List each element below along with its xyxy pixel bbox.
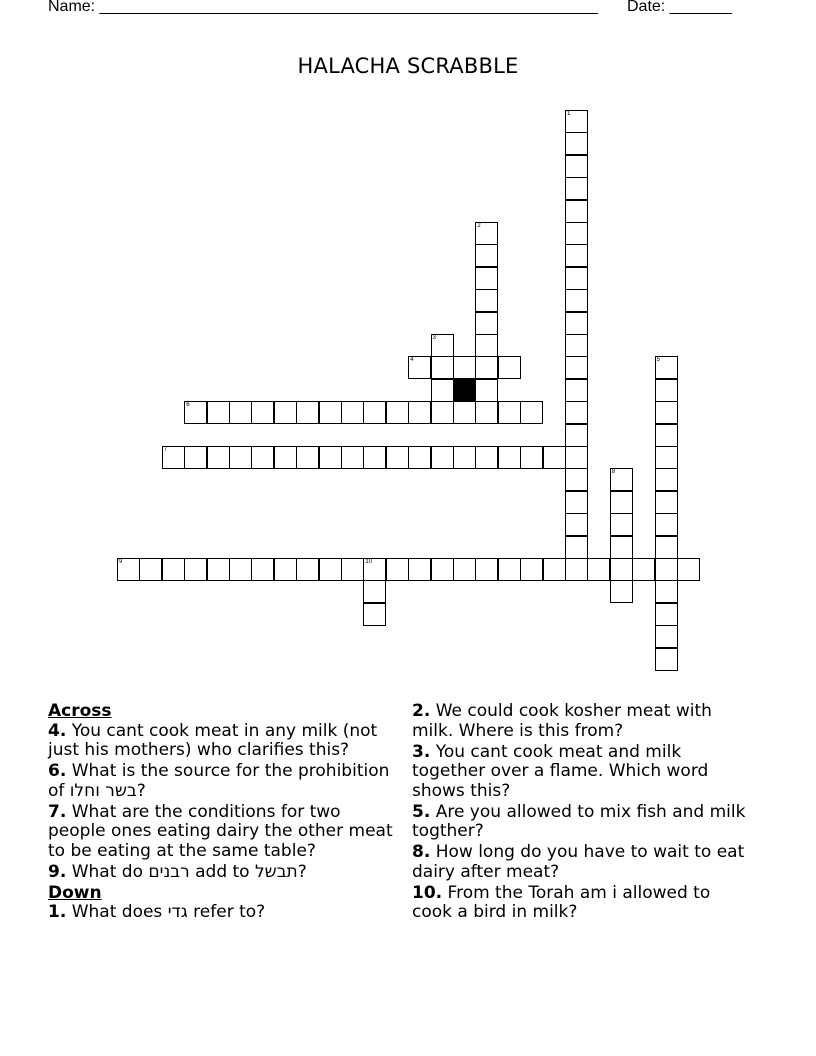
- grid-cell[interactable]: [475, 401, 498, 424]
- grid-cell[interactable]: [565, 312, 588, 335]
- grid-cell[interactable]: [453, 558, 476, 581]
- cell-number: 4: [410, 357, 414, 364]
- grid-cell[interactable]: [610, 491, 633, 514]
- grid-cell[interactable]: [565, 446, 588, 469]
- grid-cell[interactable]: [610, 580, 633, 603]
- grid-cell[interactable]: [431, 446, 454, 469]
- cell-number: 6: [186, 402, 190, 409]
- grid-cell[interactable]: [565, 536, 588, 559]
- page-title: HALACHA SCRABBLE: [297, 54, 519, 78]
- grid-cell[interactable]: [498, 356, 521, 379]
- clue-text: What do רבנים add to תבשל?: [71, 861, 307, 882]
- grid-cell[interactable]: [565, 468, 588, 491]
- cell-number: 8: [611, 469, 616, 476]
- grid-cell[interactable]: [498, 558, 521, 581]
- grid-cell[interactable]: [475, 244, 498, 267]
- clue-down-5: [412, 803, 752, 842]
- grid-cell[interactable]: [565, 379, 588, 402]
- grid-cell[interactable]: [431, 356, 454, 379]
- grid-cell[interactable]: [610, 513, 633, 536]
- grid-cell[interactable]: [610, 558, 633, 581]
- grid-cell[interactable]: [475, 267, 498, 290]
- grid-cell[interactable]: [475, 222, 498, 245]
- grid-cell[interactable]: [386, 446, 409, 469]
- grid-cell[interactable]: [431, 401, 454, 424]
- grid-cell[interactable]: [207, 446, 230, 469]
- grid-cell[interactable]: [408, 401, 431, 424]
- grid-cell[interactable]: [229, 558, 252, 581]
- grid-cell[interactable]: [655, 536, 678, 559]
- clue-text: What is the source for the prohibition of בשר וחלו?: [48, 761, 390, 801]
- grid-cell[interactable]: [363, 558, 386, 581]
- clue-number: 10.: [412, 882, 443, 903]
- grid-cell[interactable]: [565, 177, 588, 200]
- grid-cell[interactable]: [229, 446, 252, 469]
- grid-cell[interactable]: [117, 558, 140, 581]
- grid-cell[interactable]: [274, 446, 297, 469]
- grid-cell[interactable]: [565, 334, 588, 357]
- clue-text: How long do you have to wait to eat dairy after meat?: [412, 842, 745, 882]
- grid-cell[interactable]: [475, 356, 498, 379]
- grid-cell[interactable]: [319, 558, 342, 581]
- clue-text: What are the conditions for two people ones eating dairy the other meat to be eating at the same table?: [48, 801, 393, 861]
- clue-across-6: [48, 762, 393, 801]
- clue-text: Are you allowed to mix fish and milk togther?: [412, 801, 746, 841]
- clue-across-7: [48, 803, 393, 862]
- grid-cell[interactable]: [184, 401, 207, 424]
- grid-cell[interactable]: [363, 580, 386, 603]
- grid-cell[interactable]: [655, 446, 678, 469]
- grid-cell[interactable]: [251, 401, 274, 424]
- grid-cell[interactable]: [565, 491, 588, 514]
- grid-cell[interactable]: [251, 558, 274, 581]
- grid-cell[interactable]: [296, 446, 319, 469]
- grid-cell[interactable]: [408, 558, 431, 581]
- grid-cell[interactable]: [363, 401, 386, 424]
- grid-cell[interactable]: [475, 558, 498, 581]
- grid-cell[interactable]: [453, 446, 476, 469]
- grid-cell[interactable]: [319, 446, 342, 469]
- grid-cell[interactable]: [610, 536, 633, 559]
- grid-cell[interactable]: [475, 312, 498, 335]
- cell-number: 3: [432, 335, 436, 341]
- grid-cell[interactable]: [363, 446, 386, 469]
- grid-cell[interactable]: [207, 558, 230, 581]
- grid-cell[interactable]: [565, 155, 588, 178]
- grid-cell[interactable]: [655, 401, 678, 424]
- grid-cell[interactable]: [341, 446, 364, 469]
- grid-cell[interactable]: [408, 446, 431, 469]
- grid-cell[interactable]: [296, 401, 319, 424]
- clue-number: 9.: [48, 861, 67, 882]
- grid-cell[interactable]: [655, 491, 678, 514]
- clue-text: You cant cook meat and milk together over a flame. Which word shows this?: [412, 741, 709, 801]
- grid-cell[interactable]: [386, 401, 409, 424]
- grid-cell[interactable]: [655, 513, 678, 536]
- clue-text: From the Torah am i allowed to cook a bird in milk?: [412, 882, 711, 922]
- grid-cell[interactable]: [632, 558, 655, 581]
- grid-cell[interactable]: [162, 446, 185, 469]
- grid-cell[interactable]: [610, 468, 633, 491]
- grid-cell[interactable]: [520, 401, 543, 424]
- grid-cell[interactable]: [655, 603, 678, 626]
- grid-cell[interactable]: [565, 244, 588, 267]
- clue-number: 3.: [412, 741, 431, 762]
- cell-number: 7: [163, 447, 168, 453]
- name-field[interactable]: Name: ________________________________________________________: [48, 0, 598, 15]
- grid-cell[interactable]: [162, 558, 185, 581]
- grid-cell[interactable]: [565, 424, 588, 447]
- clue-down-1: [48, 903, 393, 923]
- clues-left-column: [48, 702, 393, 924]
- cell-number: 10: [365, 559, 373, 565]
- grid-cell[interactable]: [274, 558, 297, 581]
- grid-cell[interactable]: [565, 289, 588, 312]
- grid-cell[interactable]: [207, 401, 230, 424]
- grid-cell[interactable]: [251, 446, 274, 469]
- grid-cell[interactable]: [319, 401, 342, 424]
- grid-cell[interactable]: [520, 446, 543, 469]
- grid-cell[interactable]: [453, 356, 476, 379]
- grid-cell[interactable]: [498, 446, 521, 469]
- clue-number: 7.: [48, 801, 67, 822]
- clue-text: We could cook kosher meat with milk. Where is this from?: [412, 701, 712, 741]
- clue-down-8: [412, 843, 752, 882]
- cell-number: 2: [477, 223, 481, 229]
- grid-cell[interactable]: [363, 603, 386, 626]
- grid-cell[interactable]: [475, 446, 498, 469]
- grid-cell[interactable]: [408, 356, 431, 379]
- clue-text: What does גדי refer to?: [71, 902, 266, 922]
- grid-cell[interactable]: [655, 625, 678, 648]
- date-field[interactable]: Date: _______: [627, 0, 732, 15]
- grid-cell[interactable]: [184, 446, 207, 469]
- cell-number: 5: [656, 357, 660, 364]
- clue-number: 1.: [48, 902, 67, 922]
- clue-number: 8.: [412, 842, 431, 862]
- grid-cell[interactable]: [274, 401, 297, 424]
- grid-cell[interactable]: [565, 222, 588, 245]
- grid-cell[interactable]: [229, 401, 252, 424]
- grid-cell[interactable]: [677, 558, 700, 581]
- grid-cell[interactable]: [184, 558, 207, 581]
- grid-cell[interactable]: [498, 401, 521, 424]
- grid-cell[interactable]: [543, 446, 566, 469]
- cell-number: 9: [119, 559, 123, 565]
- clue-down-10: [412, 884, 752, 923]
- clues-right-column: [412, 702, 752, 924]
- clue-number: 4.: [48, 720, 67, 741]
- grid-cell[interactable]: [475, 334, 498, 357]
- grid-cell[interactable]: [296, 558, 319, 581]
- grid-cell[interactable]: [453, 401, 476, 424]
- grid-cell[interactable]: [655, 648, 678, 671]
- grid-cell[interactable]: [565, 558, 588, 581]
- down-heading: Down: [48, 882, 102, 903]
- grid-cell[interactable]: [565, 267, 588, 290]
- grid-cell[interactable]: [655, 558, 678, 581]
- clue-down-3: [412, 743, 752, 802]
- clue-number: 5.: [412, 801, 431, 822]
- grid-cell[interactable]: [565, 132, 588, 155]
- grid-cell[interactable]: [655, 424, 678, 447]
- grid-cell[interactable]: [386, 558, 409, 581]
- grid-cell[interactable]: [475, 379, 498, 402]
- clue-number: 6.: [48, 761, 67, 781]
- grid-cell[interactable]: [655, 580, 678, 603]
- grid-cell[interactable]: [655, 379, 678, 402]
- across-heading: Across: [48, 701, 112, 721]
- grid-cell[interactable]: [431, 334, 454, 357]
- grid-cell[interactable]: [543, 558, 566, 581]
- grid-cell[interactable]: [655, 468, 678, 491]
- grid-cell[interactable]: [565, 401, 588, 424]
- grid-cell[interactable]: [565, 356, 588, 379]
- grid-cell[interactable]: [139, 558, 162, 581]
- clue-across-4: [48, 722, 393, 761]
- grid-cell[interactable]: [565, 110, 588, 133]
- clue-number: 2.: [412, 701, 431, 721]
- grid-cell[interactable]: [431, 558, 454, 581]
- clue-text: You cant cook meat in any milk (not just his mothers) who clarifies this?: [48, 720, 378, 760]
- clue-across-9: [48, 863, 393, 883]
- cell-number: 1: [567, 111, 571, 117]
- grid-cell[interactable]: [341, 401, 364, 424]
- grid-cell[interactable]: [565, 200, 588, 223]
- grid-cell[interactable]: [431, 379, 454, 402]
- grid-cell[interactable]: [341, 558, 364, 581]
- grid-cell[interactable]: [475, 289, 498, 312]
- blocked-cell: [453, 379, 476, 402]
- clue-down-2: [412, 702, 752, 741]
- grid-cell[interactable]: [520, 558, 543, 581]
- grid-cell[interactable]: [655, 356, 678, 379]
- grid-cell[interactable]: [587, 558, 610, 581]
- grid-cell[interactable]: [565, 513, 588, 536]
